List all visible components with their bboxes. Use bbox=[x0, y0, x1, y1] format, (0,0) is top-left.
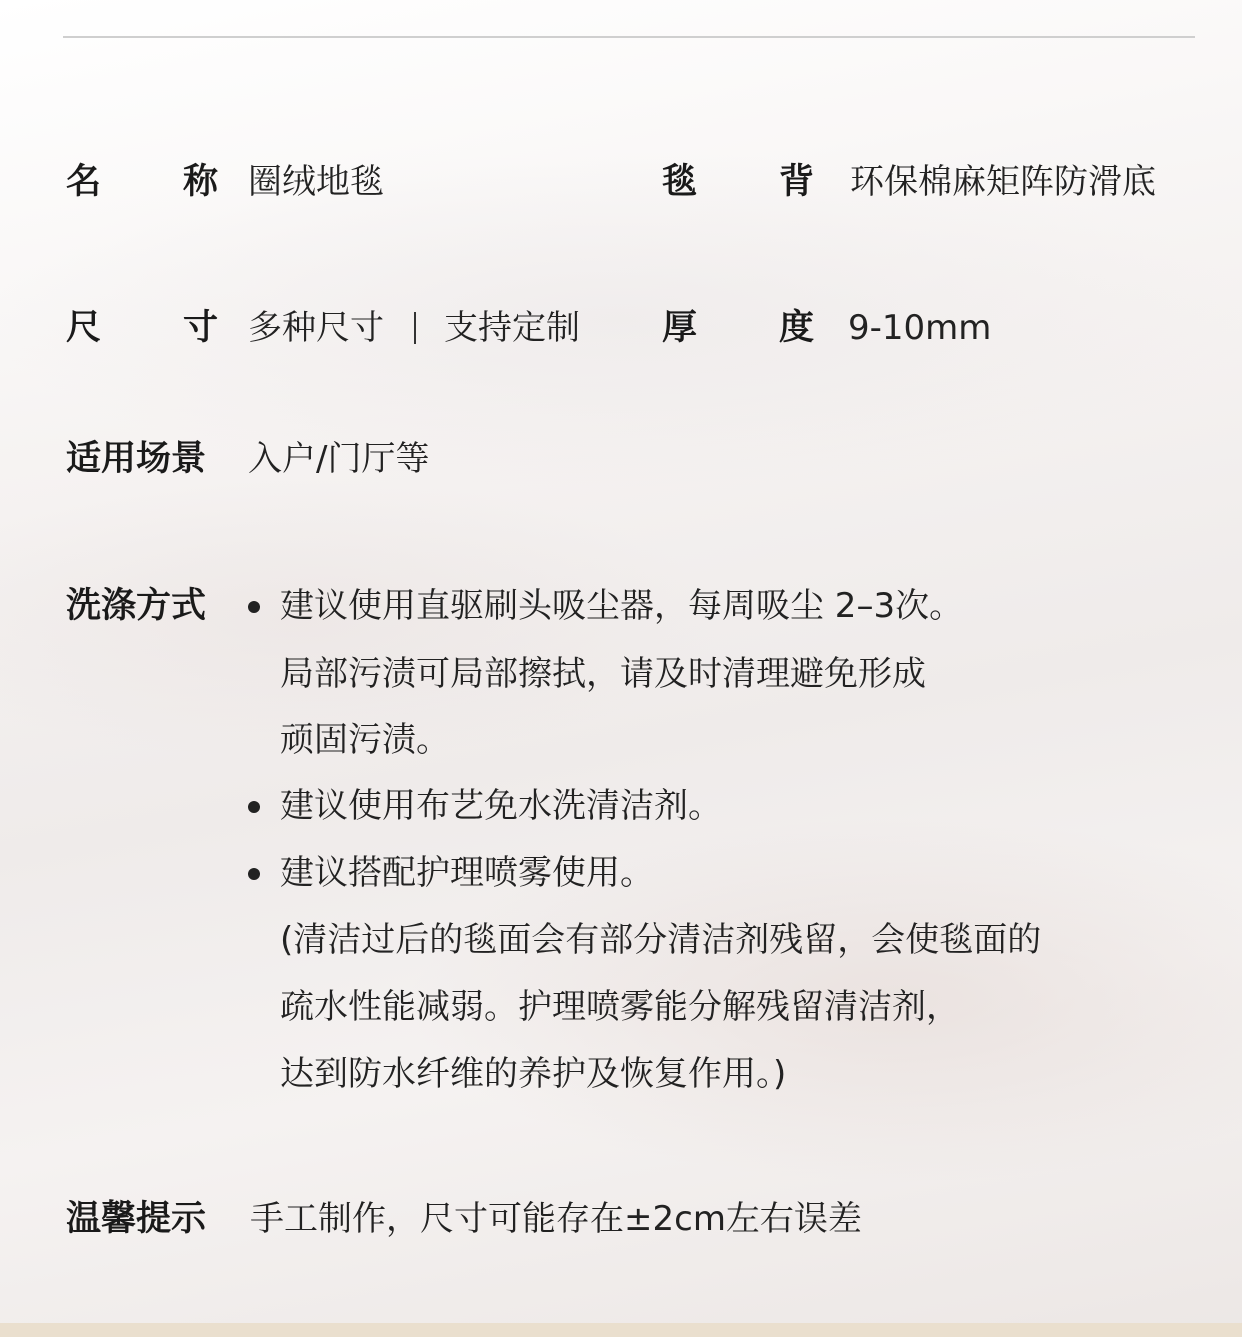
washing-line-1: 建议使用直驱刷头吸尘器，每周吸尘 2–3次。 bbox=[280, 586, 964, 626]
name-value: 圈绒地毯 bbox=[248, 162, 384, 202]
bullet-dot bbox=[248, 801, 260, 813]
scene-value: 入户/门厅等 bbox=[248, 439, 430, 479]
tip-label: 温馨提示 bbox=[66, 1199, 207, 1239]
thickness-label bbox=[662, 306, 814, 350]
backing-label-char-2: 背 bbox=[778, 162, 814, 202]
size-value-separator bbox=[414, 312, 416, 344]
top-divider bbox=[63, 36, 1195, 38]
bottom-band bbox=[0, 1323, 1242, 1337]
tip-value: 手工制作，尺寸可能存在±2cm左右误差 bbox=[250, 1199, 862, 1239]
bullet-dot bbox=[248, 868, 260, 880]
washing-line-6: (清洁过后的毯面会有部分清洁剂残留，会使毯面的 bbox=[280, 920, 1042, 960]
washing-line-7: 疏水性能减弱。护理喷雾能分解残留清洁剂， bbox=[280, 987, 960, 1027]
washing-line-8: 达到防水纤维的养护及恢复作用。) bbox=[280, 1054, 787, 1094]
washing-line-4: 建议使用布艺免水洗清洁剂。 bbox=[280, 786, 722, 826]
backing-label-char-1: 毯 bbox=[662, 162, 698, 202]
thickness-label-char-2: 度 bbox=[778, 308, 814, 348]
washing-line-3: 顽固污渍。 bbox=[280, 720, 450, 760]
name-label-char-1: 名 bbox=[66, 162, 102, 202]
size-label-char-1: 尺 bbox=[66, 308, 102, 348]
washing-label: 洗涤方式 bbox=[66, 586, 207, 626]
backing-label bbox=[662, 160, 814, 204]
name-label bbox=[66, 160, 218, 204]
size-value-options: 多种尺寸 bbox=[248, 308, 384, 348]
name-label-char-2: 称 bbox=[182, 162, 218, 202]
washing-line-2: 局部污渍可局部擦拭，请及时清理避免形成 bbox=[280, 654, 926, 694]
washing-line-5: 建议搭配护理喷雾使用。 bbox=[280, 853, 654, 893]
bullet-dot bbox=[248, 601, 260, 613]
size-value-custom: 支持定制 bbox=[444, 308, 580, 348]
scene-label: 适用场景 bbox=[66, 439, 207, 479]
size-label-char-2: 寸 bbox=[182, 308, 218, 348]
thickness-value: 9-10mm bbox=[848, 308, 992, 348]
thickness-label-char-1: 厚 bbox=[662, 308, 698, 348]
size-label bbox=[66, 306, 218, 350]
size-value bbox=[248, 306, 580, 350]
backing-value: 环保棉麻矩阵防滑底 bbox=[850, 162, 1156, 202]
